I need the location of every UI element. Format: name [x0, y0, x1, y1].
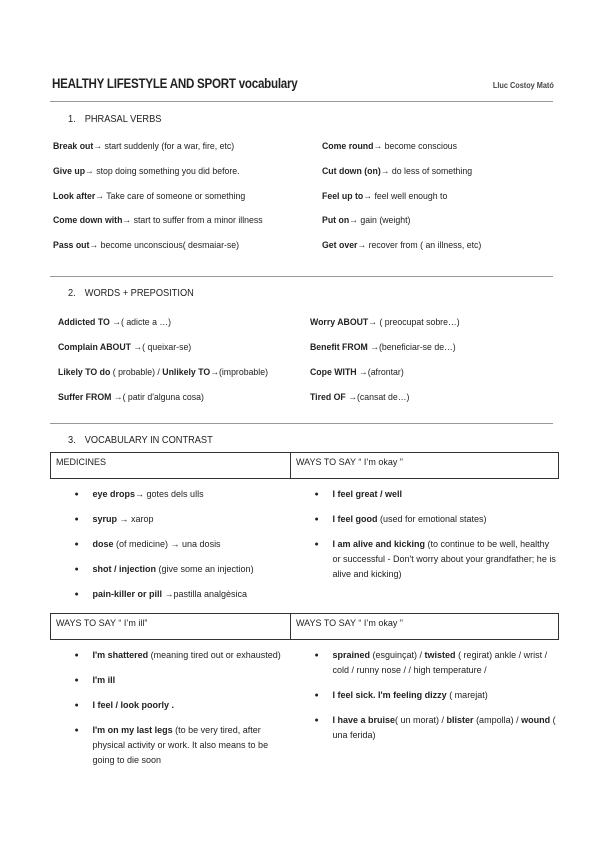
divider — [50, 276, 553, 277]
vocab-term: pain-killer or pill — [92, 589, 163, 599]
injury-list — [291, 648, 559, 743]
vocab-term: Complain ABOUT — [58, 342, 131, 353]
vocab-definition: →( patir d'alguna cosa) — [111, 392, 204, 403]
vocab-note: (used for emotional states) — [377, 514, 487, 524]
vocab-term: Feel up to — [322, 190, 364, 202]
vocab-term: Cut down (on) — [322, 165, 381, 177]
vocab-entry — [310, 367, 404, 378]
vocab-term: I'm on my last legs — [92, 725, 173, 735]
vocab-term: Come round — [322, 141, 374, 152]
vocab-entry — [58, 342, 191, 353]
vocab-entry — [53, 215, 263, 226]
vocab-term: I'm ill — [92, 675, 116, 685]
vocab-term: Cope WITH — [310, 367, 357, 378]
divider — [50, 423, 553, 424]
divider — [50, 101, 553, 102]
vocab-entry — [58, 367, 268, 378]
vocab-entry — [310, 392, 409, 403]
vocab-term: I'm shattered — [92, 650, 149, 660]
vocab-entry — [310, 342, 456, 353]
vocab-note: ( un morat) / — [395, 715, 447, 725]
list-item — [51, 723, 291, 768]
vocab-definition: →( queixar-se) — [130, 342, 192, 353]
list-item — [291, 512, 559, 527]
vocab-term: Look after — [53, 190, 96, 202]
author-name: Lluc Costoy Mató — [493, 80, 554, 90]
vocab-note: (to continue to be well, healthy or successful - Don't worry about your grandfather; he is alive and kicking) — [332, 539, 556, 579]
vocab-definition: → gain (weight) — [349, 215, 411, 227]
vocab-note: →pastilla analgèsica — [162, 589, 248, 599]
ill-list — [51, 648, 291, 768]
list-item — [51, 537, 291, 552]
vocab-definition: ( probable) / — [110, 367, 163, 378]
section-title: PHRASAL VERBS — [84, 113, 162, 125]
vocab-term: I feel great / well — [332, 489, 403, 499]
list-item — [291, 487, 559, 502]
vocab-note: (meaning tired out or exhausted) — [148, 650, 281, 660]
list-item — [51, 673, 291, 688]
vocab-term: Suffer FROM — [58, 392, 112, 403]
vocab-entry — [322, 215, 410, 226]
vocab-entry — [310, 317, 460, 328]
vocab-term: Unlikely TO — [162, 367, 211, 378]
list-item — [51, 562, 291, 577]
vocab-term: eye drops — [92, 489, 136, 499]
section-heading-words-preposition — [68, 287, 194, 299]
vocab-term: Break out — [53, 141, 94, 152]
vocab-term: syrup — [92, 514, 118, 524]
vocab-term: dose — [92, 539, 114, 549]
vocab-definition: → feel well enough to — [363, 190, 448, 202]
list-item — [51, 648, 291, 663]
vocab-term: wound — [521, 715, 551, 725]
vocab-entry — [58, 392, 204, 403]
vocab-entry — [58, 317, 171, 328]
vocab-term: I am alive and kicking — [332, 539, 426, 549]
vocab-entry — [322, 141, 457, 152]
vocab-term: I feel good — [332, 514, 378, 524]
section-heading-phrasal-verbs — [68, 113, 161, 125]
vocab-entry — [322, 191, 447, 202]
vocab-term: Worry ABOUT — [310, 317, 369, 328]
section-title: VOCABULARY IN CONTRAST — [84, 434, 213, 446]
vocab-term: I have a bruise — [332, 715, 396, 725]
vocab-term: Pass out — [53, 240, 90, 252]
vocab-entry — [53, 240, 239, 251]
list-item — [291, 648, 559, 678]
vocab-term: Addicted TO — [58, 317, 110, 328]
vocab-term: Give up — [53, 165, 86, 177]
vocab-definition: → ( preocupat sobre…) — [368, 317, 460, 328]
list-item — [51, 512, 291, 527]
vocab-definition: → recover from ( an illness, etc) — [357, 240, 482, 252]
vocab-definition: → become unconscious( desmaiar-se) — [89, 240, 240, 252]
vocab-definition: →(beneficiar-se de…) — [367, 342, 456, 353]
vocab-note: → gotes dels ulls — [135, 489, 204, 499]
vocab-note: (of medicine) → una dosis — [113, 539, 221, 549]
vocab-term: Tired OF — [310, 392, 346, 403]
vocab-term: Benefit FROM — [310, 342, 368, 353]
vocab-entry — [53, 166, 240, 177]
vocab-entry — [53, 141, 234, 152]
vocab-definition: → do less of something — [380, 165, 473, 177]
vocab-definition: →(afrontar) — [356, 367, 404, 378]
vocab-term: Come down with — [53, 215, 123, 227]
list-item — [51, 698, 291, 713]
section-title: WORDS + PREPOSITION — [84, 287, 194, 299]
list-item — [51, 487, 291, 502]
medicines-list — [51, 487, 291, 602]
vocab-term: Get over — [322, 240, 358, 252]
vocabulary-contrast-table — [50, 452, 559, 778]
vocab-note: (give some an injection) — [156, 564, 254, 574]
vocab-note: ( una ferida) — [332, 715, 556, 740]
vocab-definition: →( adicte a …) — [109, 317, 172, 328]
vocab-note: (esguinçat) / — [370, 650, 425, 660]
vocab-term: blister — [446, 715, 474, 725]
vocab-term: Likely TO do — [58, 367, 111, 378]
list-item — [291, 713, 559, 743]
section-number: 1. — [68, 113, 76, 125]
vocab-term: shot / injection — [92, 564, 157, 574]
vocab-term: Put on — [322, 215, 350, 227]
list-item — [51, 587, 291, 602]
vocab-definition: → stop doing something you did before. — [85, 165, 240, 177]
vocab-definition: → start to suffer from a minor illness — [122, 215, 263, 227]
vocab-definition: →(improbable) — [210, 367, 269, 378]
section-number: 3. — [68, 434, 76, 446]
section-number: 2. — [68, 287, 76, 299]
vocab-note: (to be very tired, after physical activity or work. It also means to be going to die soon — [92, 725, 269, 765]
vocab-term: I feel / look poorly . — [92, 700, 175, 710]
vocab-definition: →(cansat de…) — [345, 392, 410, 403]
vocab-entry — [322, 166, 472, 177]
vocab-definition: → start suddenly (for a war, fire, etc) — [93, 141, 235, 152]
vocab-definition: → become conscious — [373, 141, 458, 152]
vocab-note: → xarop — [117, 514, 154, 524]
vocab-note: ( regirat) ankle / wrist / cold / runny nose / / high temperature / — [332, 650, 548, 675]
vocab-note: ( marejat) — [446, 690, 488, 700]
vocab-entry — [322, 240, 481, 251]
vocab-entry — [53, 191, 245, 202]
medicines-header: MEDICINES — [51, 453, 291, 479]
list-item — [291, 537, 559, 582]
document-title: HEALTHY LIFESTYLE AND SPORT vocabulary — [52, 76, 298, 91]
ill-header: WAYS TO SAY “ I’m ill” — [51, 614, 291, 640]
vocab-term: I feel sick. I'm feeling dizzy — [332, 690, 447, 700]
okay-header: WAYS TO SAY “ I’m okay ” — [291, 453, 559, 479]
section-heading-vocabulary-contrast — [68, 434, 213, 446]
list-item — [291, 688, 559, 703]
vocab-note: (ampolla) / — [473, 715, 522, 725]
vocab-definition: → Take care of someone or something — [95, 190, 246, 202]
vocab-term: twisted — [424, 650, 456, 660]
okay-list — [291, 487, 559, 582]
vocab-term: sprained — [332, 650, 371, 660]
okay-header-2: WAYS TO SAY “ I’m okay ” — [291, 614, 559, 640]
